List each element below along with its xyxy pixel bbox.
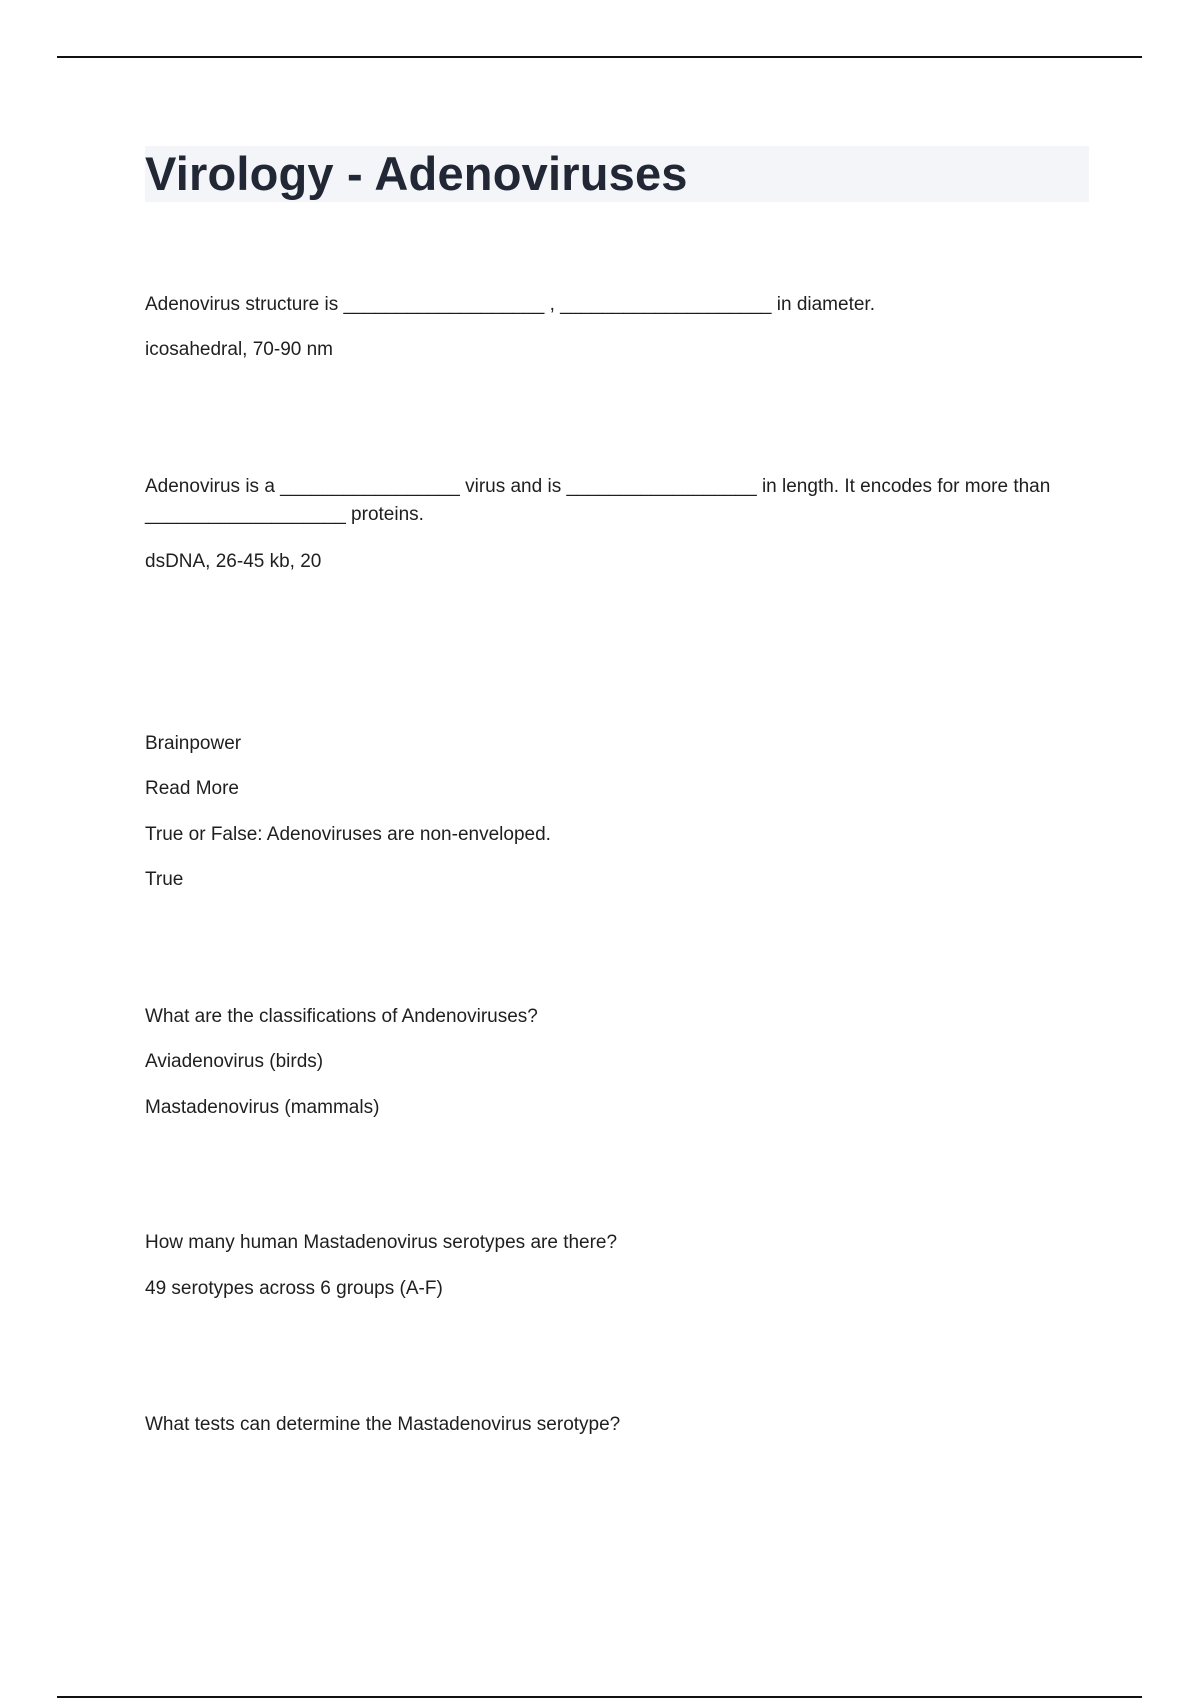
question-2: Adenovirus is a _________________ virus and is __________________ in length. It encodes for more than ___________________ proteins. [145, 476, 1051, 525]
answer-4-line-1: Aviadenovirus (birds) [145, 1051, 324, 1072]
question-4: What are the classifications of Andenoviruses? [145, 1006, 538, 1027]
question-1: Adenovirus structure is ___________________ , ____________________ in diameter. [145, 294, 875, 315]
answer-4-line-2: Mastadenovirus (mammals) [145, 1097, 380, 1118]
footer-rule [57, 1696, 1142, 1698]
page-title: Virology - Adenoviruses [145, 147, 688, 200]
question-3: True or False: Adenoviruses are non-enveloped. [145, 824, 551, 845]
question-5: How many human Mastadenovirus serotypes are there? [145, 1232, 618, 1253]
promo-brand: Brainpower [145, 733, 242, 754]
answer-2: dsDNA, 26-45 kb, 20 [145, 551, 322, 572]
answer-1: icosahedral, 70-90 nm [145, 339, 333, 360]
question-6: What tests can determine the Mastadenovirus serotype? [145, 1414, 621, 1435]
header-rule [57, 56, 1142, 58]
read-more-link[interactable]: Read More [145, 778, 239, 799]
answer-3: True [145, 869, 184, 890]
answer-5: 49 serotypes across 6 groups (A-F) [145, 1278, 443, 1299]
